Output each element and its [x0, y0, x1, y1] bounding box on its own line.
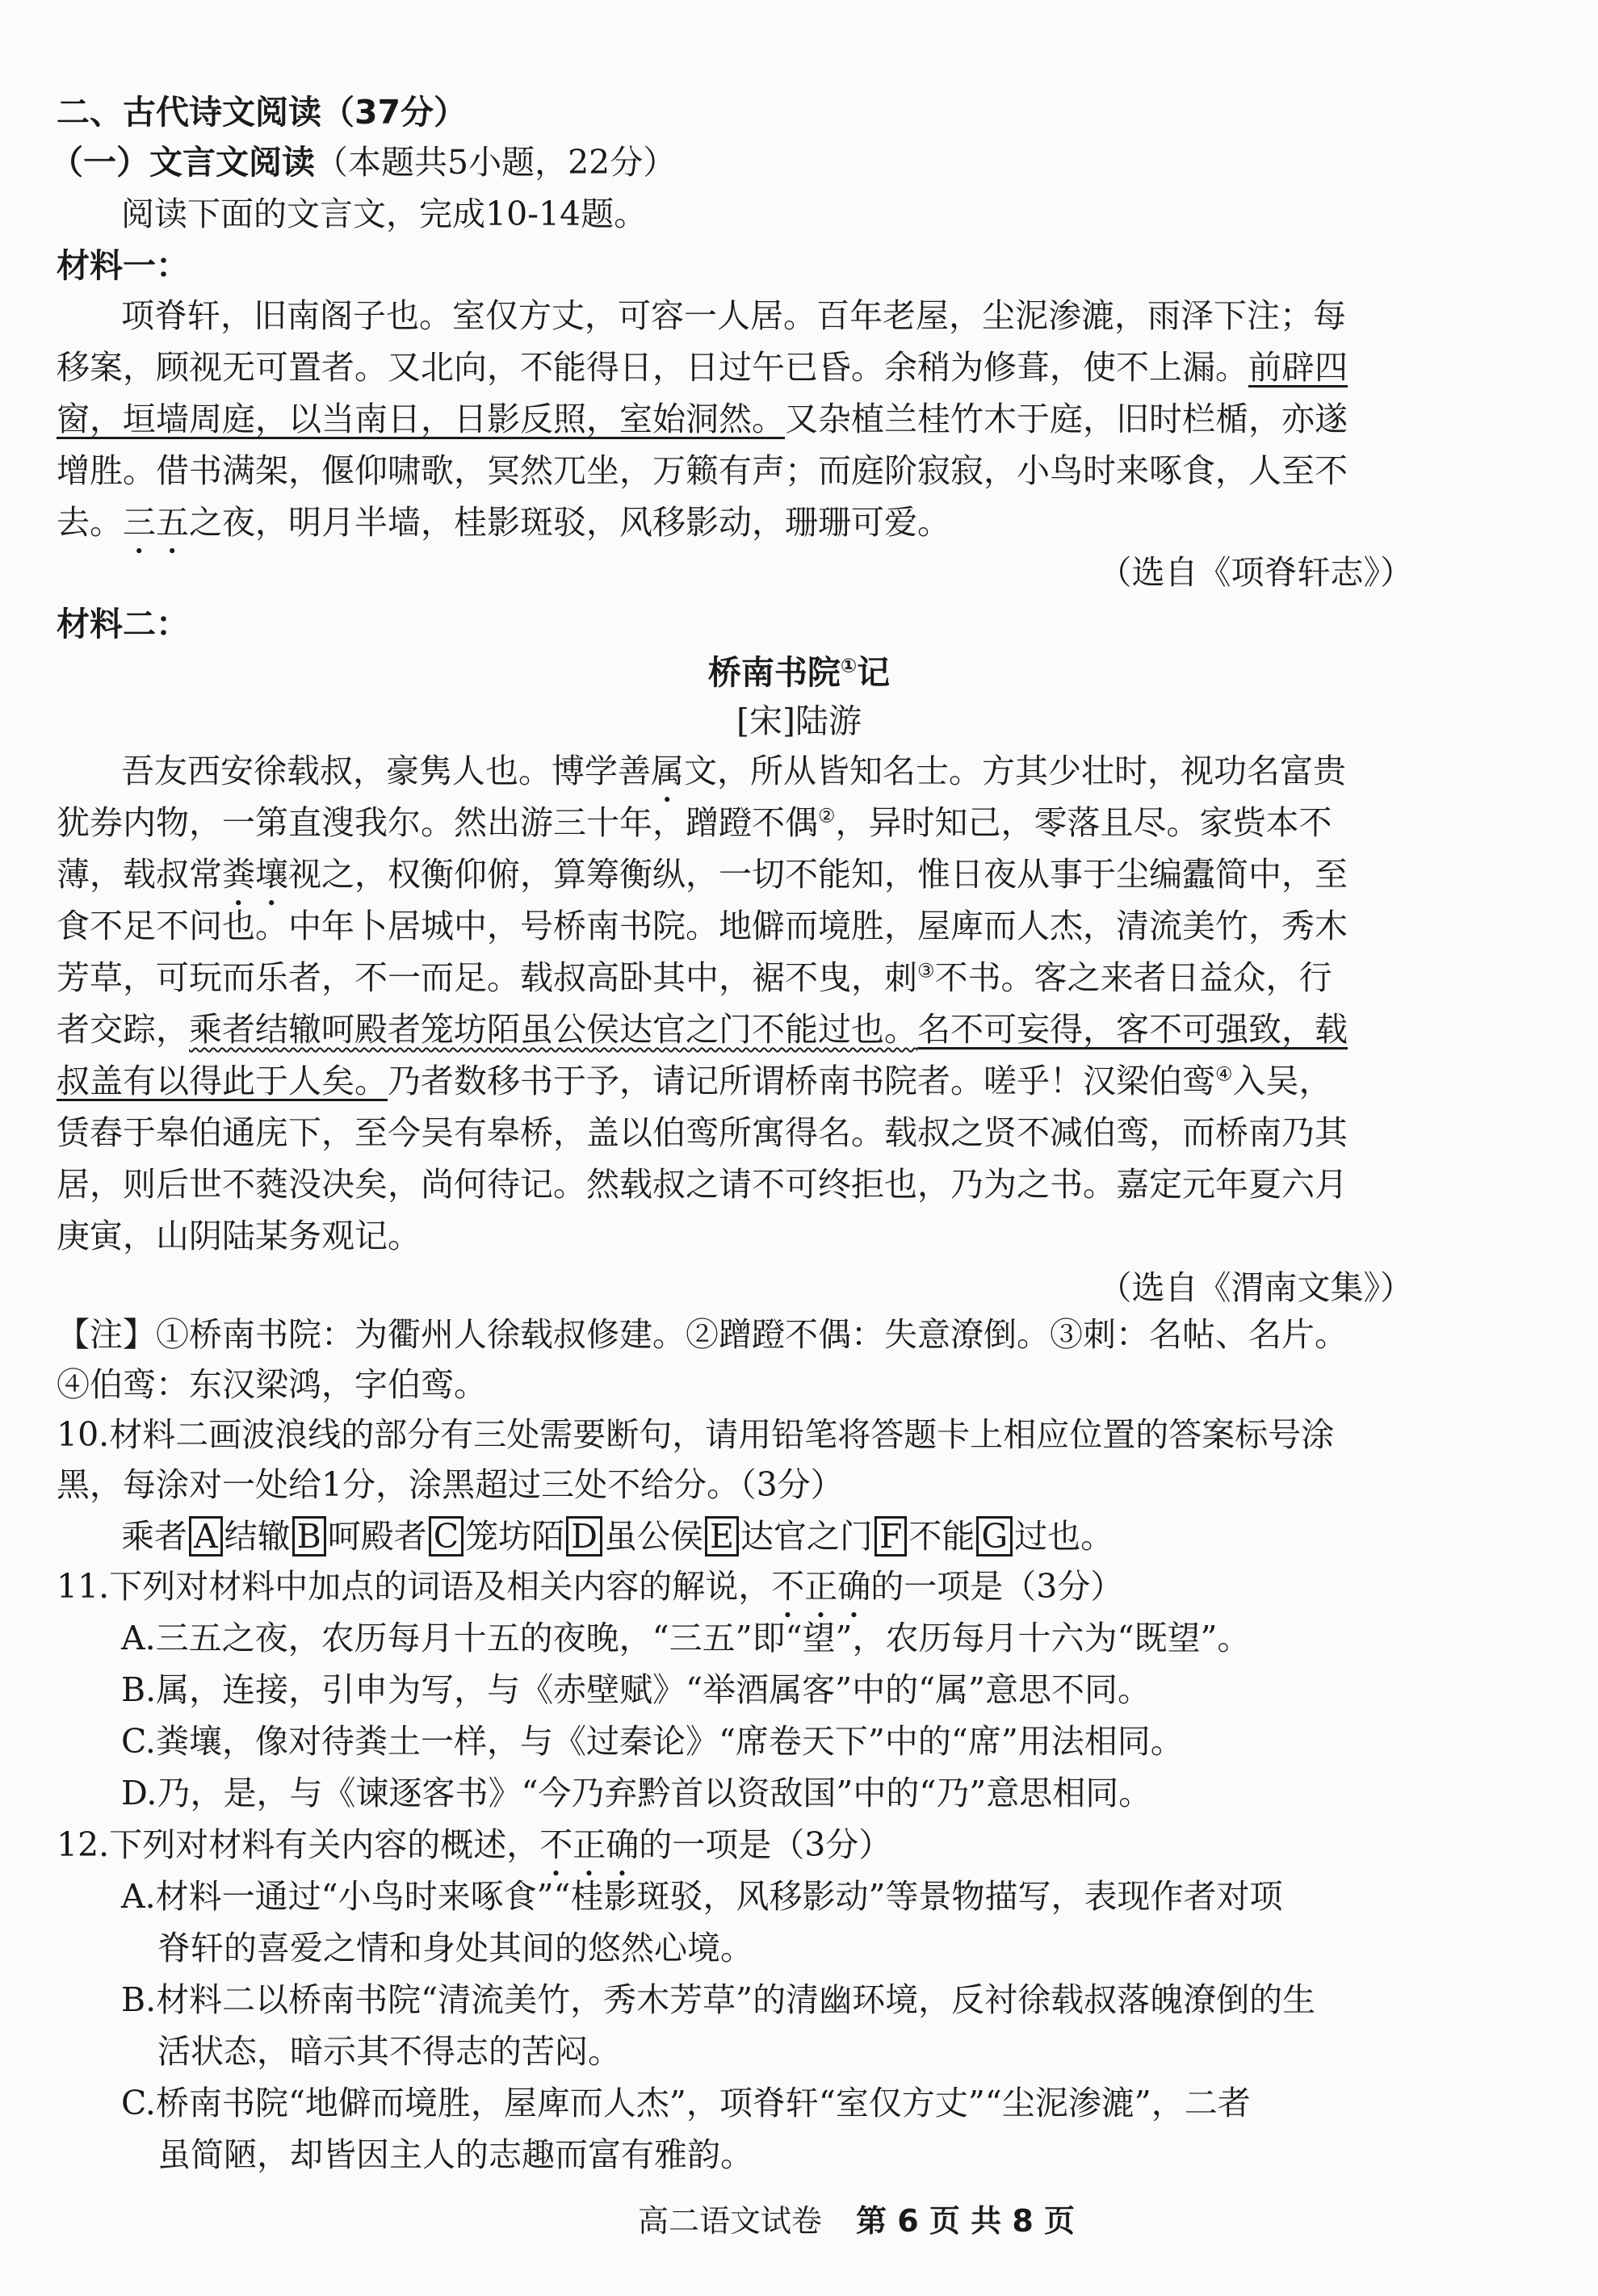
- material2-text: ，异时知己，零落且尽。家赀本不: [835, 803, 1332, 842]
- footer-exam-name: 高二语文试卷: [638, 2203, 823, 2239]
- material2-line: [57, 954, 1558, 1001]
- q12-stem-text: 12.下列对材料有关内容的概述，: [57, 1825, 540, 1864]
- q12-option-c-cont: 虽简陋，却皆因主人的志趣而富有雅韵。: [157, 2135, 753, 2174]
- q12-stem-text: 的一项是（3分）: [639, 1825, 892, 1864]
- material2-title: [0, 649, 1598, 696]
- material2-text: 芳草，可玩而乐者，不一而足。载叔高卧其中，裾不曳，刺: [57, 958, 917, 997]
- q12-option-c[interactable]: C.桥南书院“地僻而境胜，屋庳而人杰”，项脊轩“室仅方丈”“尘泥渗漉”，二者: [121, 2084, 1251, 2122]
- material2-line: [57, 1058, 1558, 1104]
- material2-line: [57, 799, 1558, 846]
- material2-text: 者交踪，: [57, 1010, 189, 1049]
- underlined-sentence: 窗，垣墙周庭，以当南日，日影反照，室始洞然。: [57, 400, 785, 438]
- q10-segment: 达官之门: [740, 1517, 873, 1556]
- title-text: 桥南书院: [707, 653, 841, 692]
- dotted-word: 属: [651, 752, 684, 790]
- material2-text: 薄，载叔常: [57, 855, 222, 894]
- material1-text: 之夜，明月半墙，桂影斑驳，风移影动，珊珊可爱。: [189, 503, 950, 542]
- q10-stem: 黑，每涂对一处给1分，涂黑超过三处不给分。（3分）: [57, 1465, 844, 1504]
- q11-stem-text: 的一项是（3分）: [870, 1567, 1124, 1606]
- material1-line: [57, 344, 1558, 391]
- q12-option-b-cont: 活状态，暗示其不得志的苦闷。: [157, 2032, 621, 2071]
- material2-source: （选自《渭南文集》）: [1098, 1268, 1413, 1307]
- q11-option-c[interactable]: C.粪壤，像对待粪土一样，与《过秦论》“席卷天下”中的“席”用法相同。: [121, 1722, 1184, 1761]
- dotted-word: 不正确: [771, 1567, 871, 1606]
- material2-label: 材料二：: [57, 605, 189, 643]
- q10-segment: 虽公侯: [604, 1517, 703, 1556]
- subsection-note: （本题共5小题，22分）: [315, 143, 677, 182]
- notes-line: 【注】①桥南书院：为衢州人徐载叔修建。②蹭蹬不偶：失意潦倒。③刺：名帖、名片。: [57, 1315, 1348, 1354]
- q12-option-a[interactable]: A.材料一通过“小鸟时来啄食”“桂影斑驳，风移影动”等景物描写，表现作者对项: [121, 1877, 1283, 1916]
- material2-text: 视之，权衡仰俯，算筹衡纵，一切不能知，惟日夜从事于尘编蠹简中，至: [288, 855, 1348, 894]
- underlined-sentence: 前辟四: [1248, 348, 1348, 387]
- material2-line: 庚寅，山阴陆某务观记。: [57, 1217, 421, 1255]
- q10-mark-box[interactable]: C: [429, 1516, 463, 1557]
- footnote-mark: ④: [1215, 1062, 1233, 1086]
- q10-segment: 笼坊陌: [465, 1517, 565, 1556]
- q10-mark-box[interactable]: D: [566, 1516, 602, 1557]
- q10-segment: 过也。: [1014, 1517, 1114, 1556]
- material2-text: 乃者数移书于予，请记所谓桥南书院者。嗟乎！汉梁伯鸾: [388, 1062, 1215, 1100]
- material1-text: 移案，顾视无可置者。又北向，不能得日，日过午已昏。余稍为修葺，使不上漏。: [57, 348, 1248, 387]
- title-text: 记: [857, 653, 891, 692]
- q10-segment: 结辙: [224, 1517, 291, 1556]
- q10-mark-box[interactable]: E: [705, 1516, 739, 1557]
- q10-segment: 呵殿者: [327, 1517, 427, 1556]
- material1-line: 增胜。借书满架，偃仰啸歌，冥然兀坐，万籁有声；而庭阶寂寂，小鸟时来啄食，人至不: [57, 451, 1348, 490]
- material1-source: （选自《项脊轩志》）: [1098, 553, 1413, 592]
- underlined-sentence: 名不可妄得，客不可强致，载: [917, 1010, 1348, 1049]
- q10-segment: 不能: [908, 1517, 975, 1556]
- wavy-underlined-sentence: 乘者结辙呵殿者笼坊陌虽公侯达官之门不能过也。: [189, 1010, 917, 1049]
- dotted-word: 不正确: [539, 1825, 640, 1864]
- instruction: 阅读下面的文言文，完成10-14题。: [121, 195, 648, 233]
- q10-mark-box[interactable]: F: [874, 1516, 907, 1557]
- material2-text: 文，所从皆知名士。方其少壮时，视功名富贵: [684, 752, 1346, 790]
- material2-text: 吾友西安徐载叔，豪隽人也。博学善: [121, 752, 651, 790]
- subsection-title: （一）文言文阅读: [50, 143, 315, 182]
- material1-line: 项脊轩，旧南阁子也。室仅方丈，可容一人居。百年老屋，尘泥渗漉，雨泽下注；每: [121, 296, 1346, 335]
- material2-author: [宋]陆游: [736, 702, 862, 740]
- section-title: 二、古代诗文阅读（37分）: [57, 93, 468, 132]
- material1-line: [57, 396, 1558, 442]
- material2-line: 赁舂于皋伯通庑下，至今吴有皋桥，盖以伯鸾所寓得名。载叔之贤不减伯鸾，而桥南乃其: [57, 1113, 1348, 1152]
- q10-segment: 乘者: [121, 1517, 187, 1556]
- material1-text: 去。: [57, 503, 123, 542]
- q12-option-b[interactable]: B.材料二以桥南书院“清流美竹，秀木芳草”的清幽环境，反衬徐载叔落魄潦倒的生: [121, 1980, 1316, 2019]
- q10-mark-box[interactable]: G: [976, 1516, 1013, 1557]
- q11-option-d[interactable]: D.乃，是，与《谏逐客书》“今乃弃黔首以资敌国”中的“乃”意思相同。: [121, 1774, 1152, 1812]
- material2-text: 入吴，: [1232, 1062, 1332, 1100]
- q10-mark-box[interactable]: A: [189, 1516, 223, 1557]
- underlined-sentence: 叔盖有以得此于人矣。: [57, 1062, 388, 1100]
- dotted-word: 粪壤: [222, 855, 288, 894]
- q12-option-a-cont: 脊轩的喜爱之情和身处其间的悠然心境。: [157, 1929, 753, 1967]
- dotted-word: 三五: [123, 503, 189, 542]
- material2-line: 居，则后世不蕤没决矣，尚何待记。然载叔之请不可终拒也，乃为之书。嘉定元年夏六月: [57, 1165, 1348, 1204]
- material2-line: 食不足不问也。中年卜居城中，号桥南书院。地僻而境胜，屋庳而人杰，清流美竹，秀木: [57, 907, 1348, 945]
- q10-stem: 10.材料二画波浪线的部分有三处需要断句，请用铅笔将答题卡上相应位置的答案标号涂: [57, 1415, 1335, 1454]
- notes-line: ④伯鸾：东汉梁鸿，字伯鸾。: [57, 1365, 487, 1404]
- material2-text: 不书。客之来者日益众，行: [934, 958, 1332, 997]
- material1-label: 材料一：: [57, 246, 189, 285]
- footnote-mark: ③: [917, 959, 935, 983]
- material2-line: [57, 1006, 1558, 1053]
- q11-option-b[interactable]: B.属，连接，引申为写，与《赤壁赋》“举酒属客”中的“属”意思不同。: [121, 1670, 1151, 1709]
- material2-text: 犹券内物，一第直溲我尔。然出游三十年，蹭蹬不偶: [57, 803, 818, 842]
- subsection-heading: [50, 139, 1552, 186]
- q11-stem-text: 11.下列对材料中加点的词语及相关内容的解说，: [57, 1567, 772, 1606]
- q10-sentence: [121, 1513, 1598, 1560]
- material1-text: 又杂植兰桂竹木于庭，旧时栏楯，亦遂: [785, 400, 1348, 438]
- footnote-mark: ②: [818, 804, 836, 827]
- footer-page-number: 第 6 页 共 8 页: [856, 2203, 1076, 2239]
- footnote-mark: ①: [840, 654, 858, 677]
- q10-mark-box[interactable]: B: [292, 1516, 326, 1557]
- q11-option-a[interactable]: A.三五之夜，农历每月十五的夜晚，“三五”即“望”，农历每月十六为“既望”。: [121, 1619, 1251, 1657]
